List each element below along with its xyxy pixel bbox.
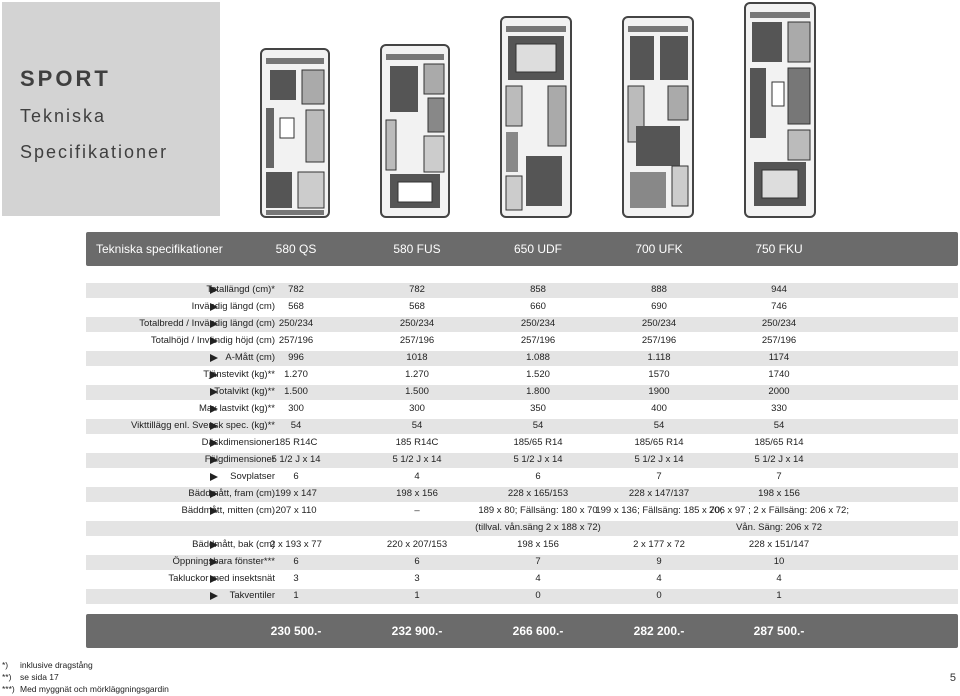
arrow-right-icon: [210, 422, 218, 430]
page-number: 5: [949, 672, 956, 684]
spec-label: Totalvikt (kg)**: [214, 386, 275, 397]
spec-value: 54: [290, 420, 302, 431]
arrow-right-icon: [210, 354, 218, 362]
spec-value: 199 x 147: [275, 488, 317, 499]
spec-row: [86, 572, 958, 587]
spec-value: 257/196: [278, 335, 314, 346]
spec-label: Tjänstevikt (kg)**: [203, 369, 275, 380]
spec-value: 0: [656, 590, 662, 601]
spec-row: [86, 334, 958, 349]
spec-value: 198 x 156: [396, 488, 438, 499]
spec-value: 189 x 80; Fällsäng: 180 x 70: [478, 505, 598, 516]
spec-value: 7: [776, 471, 782, 482]
price-700ufk: 282 200.-: [633, 624, 685, 638]
spec-value: 257/196: [520, 335, 556, 346]
spec-value: 2000: [768, 386, 790, 397]
arrow-right-icon: [210, 490, 218, 498]
spec-value: 4: [414, 471, 420, 482]
spec-label: A-Mått (cm): [225, 352, 275, 363]
spec-value: 6: [293, 471, 299, 482]
spec-value: 9: [656, 556, 662, 567]
arrow-right-icon: [210, 507, 218, 515]
spec-value: 0: [535, 590, 541, 601]
spec-value: 228 x 151/147: [748, 539, 810, 550]
spec-value: 1.270: [284, 369, 308, 380]
price-bar: [86, 614, 958, 648]
spec-value: 690: [651, 301, 667, 312]
spec-value: Vån. Säng: 206 x 72: [735, 522, 823, 533]
model-750fku: 750 FKU: [755, 242, 803, 256]
spec-value: 1: [776, 590, 782, 601]
spec-value: 3: [293, 573, 299, 584]
spec-value: 1740: [768, 369, 790, 380]
spec-value: 7: [656, 471, 662, 482]
spec-label: Takluckor med insektsnät: [168, 573, 275, 584]
spec-value: 54: [773, 420, 785, 431]
spec-value: 1.088: [526, 352, 550, 363]
spec-value: 568: [409, 301, 425, 312]
spec-row: [86, 436, 958, 451]
spec-value: 6: [293, 556, 299, 567]
title-sport: SPORT: [20, 66, 111, 91]
floorplan-580qs: [260, 48, 330, 218]
spec-label: Bäddmått, mitten (cm): [181, 505, 275, 516]
spec-value: 250/234: [399, 318, 435, 329]
footnote-2: **) se sida 17: [2, 672, 59, 682]
spec-value: 350: [530, 403, 546, 414]
spec-label: Bäddmått, bak (cm): [192, 539, 275, 550]
title-line-1: Tekniska: [20, 106, 107, 126]
model-700ufk: 700 UFK: [635, 242, 683, 256]
spec-value: 1: [293, 590, 299, 601]
title-line-2: Specifikationer: [20, 142, 169, 162]
spec-value: 228 x 165/153: [507, 488, 569, 499]
spec-value: 185/65 R14: [513, 437, 563, 448]
spec-row: [86, 300, 958, 315]
spec-value: 746: [771, 301, 787, 312]
spec-value: 2 x 177 x 72: [633, 539, 685, 550]
spec-value: 228 x 147/137: [628, 488, 690, 499]
spec-row: [86, 504, 958, 519]
spec-value: 185 R14C: [274, 437, 318, 448]
spec-label: Bäddmått, fram (cm): [188, 488, 275, 499]
spec-row: [86, 470, 958, 485]
arrow-right-icon: [210, 303, 218, 311]
spec-value: 5 1/2 J x 14: [271, 454, 321, 465]
spec-value: 250/234: [278, 318, 314, 329]
spec-value: 858: [530, 284, 546, 295]
arrow-right-icon: [210, 541, 218, 549]
floorplan-650udf: [500, 16, 572, 218]
spec-value: 1.520: [526, 369, 550, 380]
spec-value: 782: [409, 284, 425, 295]
spec-row: [86, 453, 958, 468]
title-panel: [2, 2, 220, 216]
spec-row: [86, 521, 958, 536]
arrow-right-icon: [210, 337, 218, 345]
spec-value: 400: [651, 403, 667, 414]
spec-value: –: [414, 505, 420, 516]
spec-value: 996: [288, 352, 304, 363]
spec-value: 185/65 R14: [634, 437, 684, 448]
floorplan-700ufk: [622, 16, 694, 218]
arrow-right-icon: [210, 286, 218, 294]
spec-label: Däckdimensioner: [201, 437, 275, 448]
spec-value: 6: [414, 556, 420, 567]
spec-row: [86, 487, 958, 502]
spec-label: Öppningsbara fönster***: [172, 556, 275, 567]
spec-label: Totalbredd / Invändig längd (cm): [139, 318, 275, 329]
spec-value: 54: [532, 420, 544, 431]
model-580fus: 580 FUS: [393, 242, 441, 256]
spec-label: Totalhöjd / Invändig höjd (cm): [150, 335, 275, 346]
spec-value: 1174: [768, 352, 790, 363]
spec-value: 250/234: [761, 318, 797, 329]
spec-value: 185/65 R14: [754, 437, 804, 448]
spec-value: 207 x 110: [275, 505, 317, 516]
spec-value: 4: [535, 573, 541, 584]
spec-value: 888: [651, 284, 667, 295]
spec-value: 4: [776, 573, 782, 584]
spec-value: 3: [414, 573, 420, 584]
spec-value: 257/196: [399, 335, 435, 346]
price-750fku: 287 500.-: [753, 624, 805, 638]
spec-value: 1.500: [405, 386, 429, 397]
spec-value: 257/196: [641, 335, 677, 346]
spec-value: 568: [288, 301, 304, 312]
spec-row: [86, 402, 958, 417]
spec-value: 1570: [648, 369, 670, 380]
spec-row: [86, 419, 958, 434]
spec-row: [86, 538, 958, 553]
arrow-right-icon: [210, 320, 218, 328]
spec-row: [86, 351, 958, 366]
spec-row: [86, 368, 958, 383]
arrow-right-icon: [210, 371, 218, 379]
arrow-right-icon: [210, 473, 218, 481]
model-650udf: 650 UDF: [513, 242, 563, 256]
spec-value: 2 x 193 x 77: [270, 539, 322, 550]
spec-value: 54: [411, 420, 423, 431]
spec-value: 1: [414, 590, 420, 601]
spec-row: [86, 589, 958, 604]
spec-label: Fälgdimensioner: [204, 454, 275, 465]
spec-value: 257/196: [761, 335, 797, 346]
spec-value: 185 R14C: [395, 437, 439, 448]
spec-value: 4: [656, 573, 662, 584]
spec-value: 206 x 97 ; 2 x Fällsäng: 206 x 72;: [709, 505, 849, 516]
spec-value: 300: [288, 403, 304, 414]
spec-header: [86, 232, 958, 266]
spec-value: 660: [530, 301, 546, 312]
spec-value: 1.118: [647, 352, 671, 363]
spec-value: 5 1/2 J x 14: [392, 454, 442, 465]
spec-row: [86, 555, 958, 570]
arrow-right-icon: [210, 592, 218, 600]
spec-value: 199 x 136; Fällsäng: 185 x 70;: [595, 505, 723, 516]
spec-value: 1.500: [284, 386, 308, 397]
spec-label: Invändig längd (cm): [191, 301, 275, 312]
arrow-right-icon: [210, 456, 218, 464]
footnote-3: ***) Med myggnät och mörkläggningsgardin: [2, 684, 169, 694]
spec-value: 782: [288, 284, 304, 295]
spec-value: 250/234: [641, 318, 677, 329]
spec-value: 1.270: [405, 369, 429, 380]
arrow-right-icon: [210, 439, 218, 447]
price-580fus: 232 900.-: [391, 624, 443, 638]
spec-value: 944: [771, 284, 787, 295]
spec-row: [86, 283, 958, 298]
arrow-right-icon: [210, 405, 218, 413]
arrow-right-icon: [210, 575, 218, 583]
spec-value: 330: [771, 403, 787, 414]
arrow-right-icon: [210, 558, 218, 566]
spec-row: [86, 385, 958, 400]
spec-value: 198 x 156: [758, 488, 800, 499]
spec-label: Totallängd (cm)*: [206, 284, 275, 295]
spec-value: 250/234: [520, 318, 556, 329]
spec-value: 5 1/2 J x 14: [634, 454, 684, 465]
spec-label: Sovplatser: [230, 471, 275, 482]
spec-value: 1018: [406, 352, 428, 363]
arrow-right-icon: [210, 388, 218, 396]
spec-row: [86, 317, 958, 332]
spec-value: 5 1/2 J x 14: [513, 454, 563, 465]
price-580qs: 230 500.-: [270, 624, 322, 638]
model-580qs: 580 QS: [275, 242, 317, 256]
spec-value: 198 x 156: [517, 539, 559, 550]
spec-value: 5 1/2 J x 14: [754, 454, 804, 465]
footnote-1: *) inklusive dragstång: [2, 660, 93, 670]
spec-value: 7: [535, 556, 541, 567]
floorplan-580fus: [380, 44, 450, 218]
spec-value: 54: [653, 420, 665, 431]
spec-value: 1.800: [526, 386, 550, 397]
spec-label: Max lastvikt (kg)**: [198, 403, 275, 414]
spec-value: 220 x 207/153: [386, 539, 448, 550]
spec-value: 6: [535, 471, 541, 482]
spec-label: Vikttillägg enl. Svensk spec. (kg)**: [131, 420, 275, 431]
floorplan-750fku: [744, 2, 816, 218]
spec-value: 300: [409, 403, 425, 414]
price-650udf: 266 600.-: [512, 624, 564, 638]
spec-value: 10: [773, 556, 785, 567]
spec-value: (tillval. vån.säng 2 x 188 x 72): [475, 522, 601, 533]
spec-value: 1900: [648, 386, 670, 397]
header-label: Tekniska specifikationer: [96, 242, 223, 256]
spec-label: Takventiler: [229, 590, 275, 601]
